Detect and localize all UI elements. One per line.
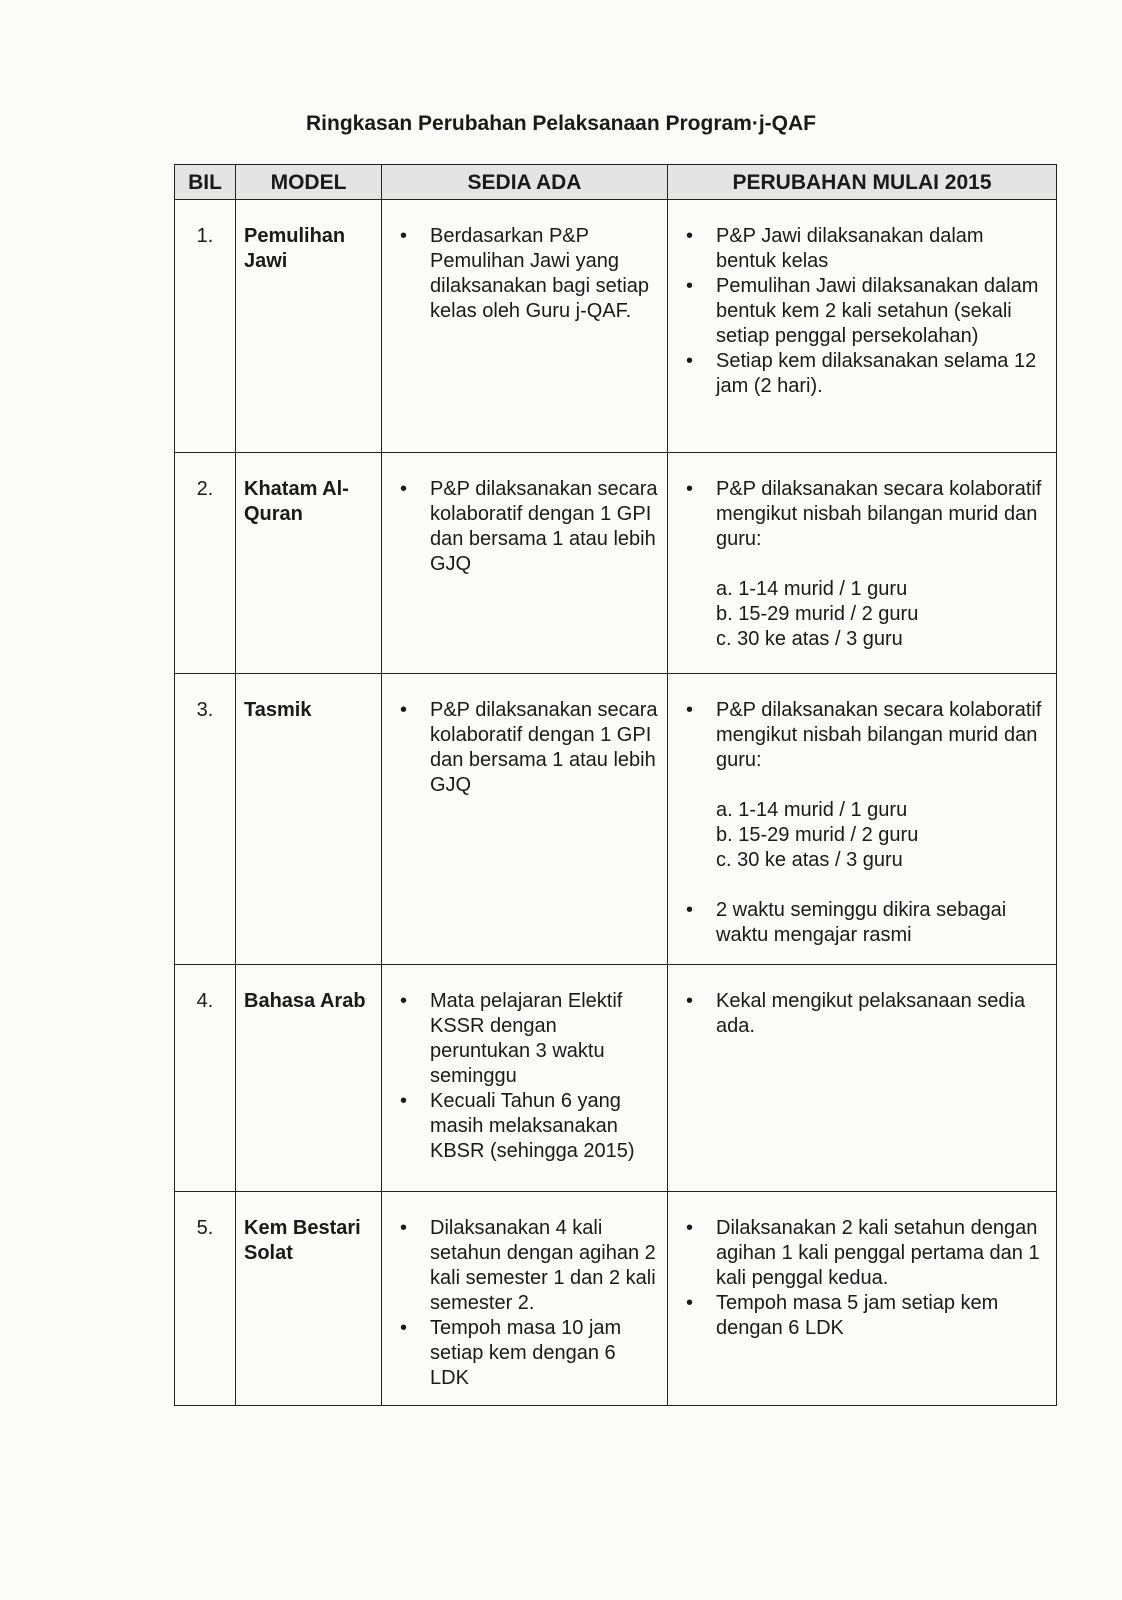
header-model: MODEL xyxy=(236,165,382,200)
row-model: Pemulihan Jawi xyxy=(236,200,382,453)
row-sedia-ada xyxy=(382,1192,668,1406)
table-row xyxy=(175,674,1057,965)
row-perubahan xyxy=(668,453,1057,674)
row-number: 2. xyxy=(175,453,236,674)
list-item: • P&P dilaksanakan secara kolaboratif dengan 1 GPI dan bersama 1 atau lebih GJQ xyxy=(390,698,659,798)
ratio-item: b. 15-29 murid / 2 guru xyxy=(716,824,919,846)
list-item: • Kecuali Tahun 6 yang masih melaksanakan KBSR (sehingga 2015) xyxy=(390,1089,659,1164)
list-item: • P&P dilaksanakan secara kolaboratif dengan 1 GPI dan bersama 1 atau lebih GJQ xyxy=(390,477,659,577)
table-row xyxy=(175,965,1057,1192)
list-item: • Berdasarkan P&P Pemulihan Jawi yang dilaksanakan bagi setiap kelas oleh Guru j-QAF. xyxy=(390,224,659,324)
table-header-row xyxy=(175,165,1057,200)
ratio-item: a. 1-14 murid / 1 guru xyxy=(716,578,908,600)
list-item: • Setiap kem dilaksanakan selama 12 jam (2 hari). xyxy=(676,349,1048,399)
page-title: Ringkasan Perubahan Pelaksanaan Program·j-QAF xyxy=(306,112,816,135)
row-number: 1. xyxy=(175,200,236,453)
list-item: • P&P dilaksanakan secara kolaboratif mengikut nisbah bilangan murid dan guru: xyxy=(676,698,1048,773)
header-bil: BIL xyxy=(175,165,236,200)
row-model: Kem Bestari Solat xyxy=(236,1192,382,1406)
row-sedia-ada xyxy=(382,965,668,1192)
row-number: 3. xyxy=(175,674,236,965)
ratio-item: b. 15-29 murid / 2 guru xyxy=(716,603,919,625)
row-sedia-ada xyxy=(382,674,668,965)
header-perubahan: PERUBAHAN MULAI 2015 xyxy=(668,165,1057,200)
row-number: 4. xyxy=(175,965,236,1192)
summary-table xyxy=(174,164,1057,1406)
ratio-list xyxy=(676,798,1048,873)
row-sedia-ada xyxy=(382,200,668,453)
table-row xyxy=(175,453,1057,674)
list-item: • Mata pelajaran Elektif KSSR dengan peruntukan 3 waktu seminggu xyxy=(390,989,659,1089)
ratio-list xyxy=(676,577,1048,652)
row-model: Tasmik xyxy=(236,674,382,965)
list-item: • Dilaksanakan 4 kali setahun dengan agihan 2 kali semester 1 dan 2 kali semester 2. xyxy=(390,1216,659,1316)
row-perubahan xyxy=(668,965,1057,1192)
list-item: • P&P dilaksanakan secara kolaboratif mengikut nisbah bilangan murid dan guru: xyxy=(676,477,1048,552)
table-row xyxy=(175,1192,1057,1406)
list-item: • 2 waktu seminggu dikira sebagai waktu mengajar rasmi xyxy=(676,898,1048,948)
ratio-item: a. 1-14 murid / 1 guru xyxy=(716,799,908,821)
list-item: • Tempoh masa 5 jam setiap kem dengan 6 LDK xyxy=(676,1291,1048,1341)
row-model: Bahasa Arab xyxy=(236,965,382,1192)
ratio-item: c. 30 ke atas / 3 guru xyxy=(716,628,903,650)
list-item: • Tempoh masa 10 jam setiap kem dengan 6 LDK xyxy=(390,1316,659,1391)
row-perubahan xyxy=(668,200,1057,453)
row-number: 5. xyxy=(175,1192,236,1406)
row-perubahan xyxy=(668,674,1057,965)
list-item: • Dilaksanakan 2 kali setahun dengan agihan 1 kali penggal pertama dan 1 kali penggal kedua. xyxy=(676,1216,1048,1291)
list-item: • Pemulihan Jawi dilaksanakan dalam bentuk kem 2 kali setahun (sekali setiap penggal persekolahan) xyxy=(676,274,1048,349)
ratio-item: c. 30 ke atas / 3 guru xyxy=(716,849,903,871)
list-item: • Kekal mengikut pelaksanaan sedia ada. xyxy=(676,989,1048,1039)
table-row xyxy=(175,200,1057,453)
list-item: • P&P Jawi dilaksanakan dalam bentuk kelas xyxy=(676,224,1048,274)
row-perubahan xyxy=(668,1192,1057,1406)
row-model: Khatam Al-Quran xyxy=(236,453,382,674)
header-sedia-ada: SEDIA ADA xyxy=(382,165,668,200)
row-sedia-ada xyxy=(382,453,668,674)
